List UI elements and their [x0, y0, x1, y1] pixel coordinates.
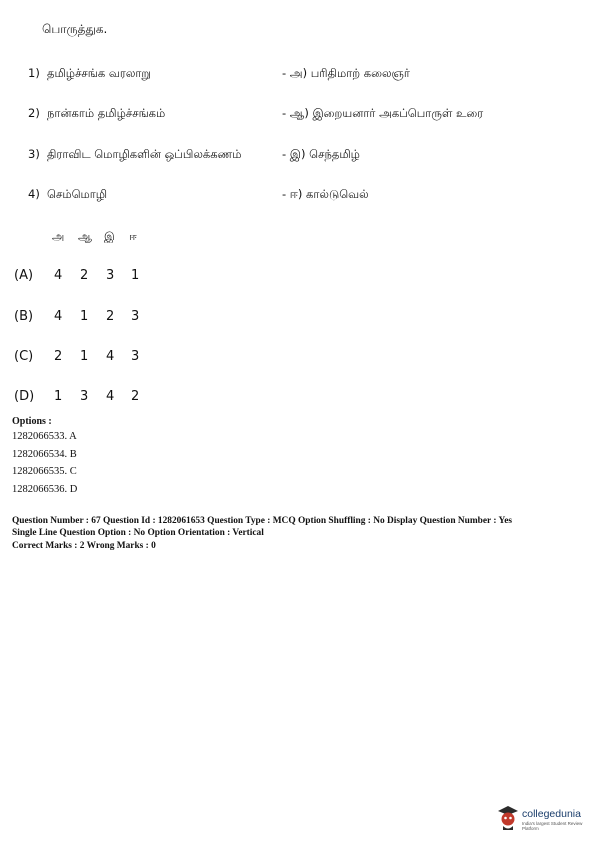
choice-value: 2: [80, 268, 89, 283]
choice-label: (B): [14, 309, 34, 324]
mascot-icon: [497, 805, 519, 831]
choice-value: 2: [131, 389, 140, 404]
brand-tagline: India's largest Student Review Platform: [522, 821, 583, 831]
choice-value: 3: [106, 268, 115, 283]
choice-value: 3: [131, 309, 140, 324]
option-id: 1282066535. C: [12, 466, 77, 477]
choice-label: (C): [14, 349, 34, 364]
match-number: 1): [28, 66, 40, 80]
option-id: 1282066533. A: [12, 431, 77, 442]
choice-row: [14, 268, 214, 286]
match-row: [28, 66, 568, 84]
column-header: அ: [52, 230, 65, 243]
brand-logo: [497, 805, 593, 833]
meta-line: Question Number : 67 Question Id : 1282061653 Question Type : MCQ Option Shuffling : No Display Question Number : Yes: [12, 516, 513, 526]
choice-value: 3: [80, 389, 89, 404]
choice-value: 4: [106, 349, 115, 364]
option-id: 1282066536. D: [12, 484, 78, 495]
choice-value: 3: [131, 349, 140, 364]
match-row: [28, 147, 568, 165]
brand-name: collegedunia: [522, 808, 581, 820]
match-right: - ஈ) கால்டுவெல்: [282, 187, 369, 201]
match-right: - அ) பரிதிமாற் கலைஞர்: [282, 66, 410, 80]
column-header: ஆ: [78, 230, 92, 243]
choice-label: (D): [14, 389, 35, 404]
choice-label: (A): [14, 268, 34, 283]
choice-value: 4: [54, 268, 63, 283]
match-number: 3): [28, 147, 40, 161]
match-right: - ஆ) இறையனார் அகப்பொருள் உரை: [282, 106, 484, 120]
match-row: [28, 187, 568, 205]
choice-value: 1: [80, 349, 89, 364]
option-id: 1282066534. B: [12, 449, 77, 460]
match-left: திராவிட மொழிகளின் ஒப்பிலக்கணம்: [47, 147, 242, 161]
choice-value: 4: [54, 309, 63, 324]
question-instruction: பொருத்துக.: [42, 22, 108, 36]
choice-row: [14, 309, 214, 327]
meta-line: Correct Marks : 2 Wrong Marks : 0: [12, 541, 156, 551]
match-left: செம்மொழி: [47, 187, 108, 201]
choice-value: 2: [106, 309, 115, 324]
match-left: நான்காம் தமிழ்ச்சங்கம்: [47, 106, 166, 120]
match-right: - இ) செந்தமிழ்: [282, 147, 360, 161]
options-heading: Options :: [12, 416, 52, 427]
column-header: இ: [104, 230, 115, 243]
choice-value: 1: [54, 389, 63, 404]
match-left: தமிழ்ச்சங்க வரலாறு: [47, 66, 151, 80]
match-row: [28, 106, 568, 124]
meta-line: Single Line Question Option : No Option Orientation : Vertical: [12, 528, 264, 538]
column-header: ஈ: [129, 230, 137, 243]
match-number: 2): [28, 106, 40, 120]
match-number: 4): [28, 187, 40, 201]
choice-row: [14, 349, 214, 367]
choice-value: 1: [131, 268, 140, 283]
choice-row: [14, 389, 214, 407]
choice-value: 1: [80, 309, 89, 324]
choice-value: 2: [54, 349, 63, 364]
choice-value: 4: [106, 389, 115, 404]
